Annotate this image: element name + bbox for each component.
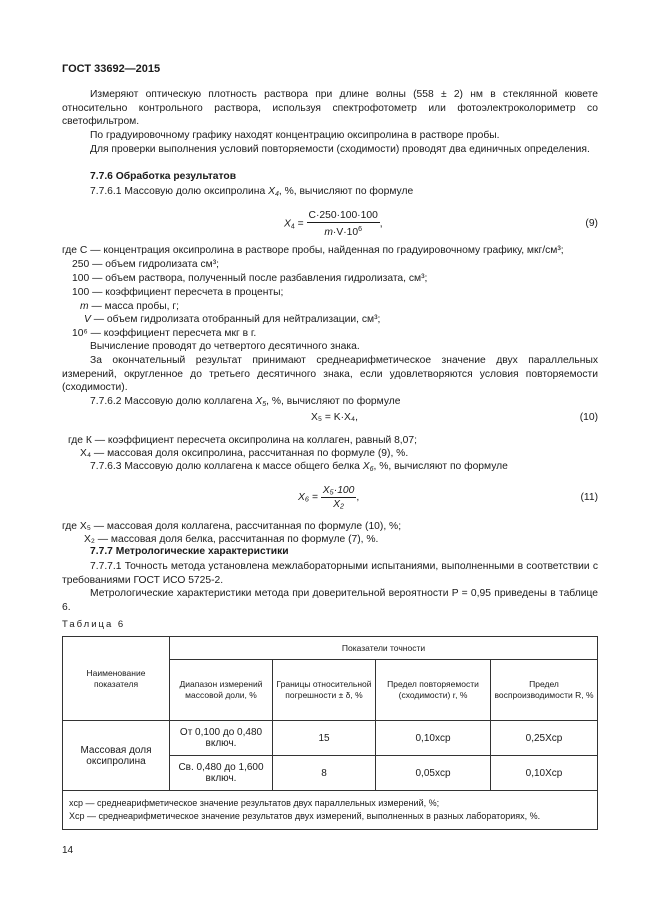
paragraph-7761: 7.7.6.1 Массовую долю оксипролина $X_4$, %, вычисляют по формуле (90, 186, 414, 198)
equation-11-label: (11) (580, 492, 598, 503)
paragraph-7763: 7.7.6.3 Массовую долю коллагена к массе общего белка $X_6$, %, вычисляют по формуле (90, 461, 508, 473)
page-number: 14 (62, 845, 74, 856)
table-header-reproducibility: Предел воспроизводимости R, % (491, 660, 598, 721)
table-cell: 0,25Xср (491, 721, 598, 756)
equation-10: X₅ = K·X₄, (311, 412, 358, 423)
table-6 (62, 636, 598, 830)
table-header-repeatability: Предел повторяемости (сходимости) r, % (376, 660, 491, 721)
paragraph-7771: 7.7.7.1 Точность метода установлена межлабораторными испытаниями, выполненными в соответствии с требованиями ГОСТ ИСО 5725-2. (62, 561, 598, 586)
table-cell: 15 (273, 721, 376, 756)
where-item: 100 — коэффициент пересчета в проценты; (72, 287, 284, 298)
table-note (63, 791, 598, 830)
paragraph-final-result: За окончательный результат принимают среднеарифметическое значение двух параллельных измерений, округленное до третьего десятичного знака, если удовлетворяются условия повторяемости (сходимости). (62, 355, 598, 393)
table-row (63, 637, 598, 660)
table-cell: 0,10xср (376, 721, 491, 756)
table-header-name: Наименование показателя (63, 637, 170, 721)
equation-9: $X_4$ = $\frac{C\cdot 250\cdot 100\cdot 100}{m\cdot V\cdot 10^6}$ , (284, 210, 383, 238)
where-item: V — объем гидролизата отобранный для нейтрализации, см³; (84, 314, 381, 325)
table-title: Таблица 6 (62, 619, 126, 630)
section-heading-777: 7.7.7 Метрологические характеристики (90, 546, 289, 557)
where-item: где X₅ — массовая доля коллагена, рассчитанная по формуле (10), %; (62, 521, 402, 532)
where-item: 250 — объем гидролизата см³; (72, 259, 220, 270)
where-item: m — масса пробы, г; (80, 301, 179, 312)
equation-11-fraction: $\frac{\text{X₅·100}}{\text{X₂}}$ (322, 485, 355, 510)
equation-10-label: (10) (579, 412, 598, 423)
equation-9-fraction: $\frac{C\cdot 250\cdot 100\cdot 100}{m\cdot V\cdot 10^6}$ (308, 210, 378, 238)
table-header-range: Диапазон измерений массовой доли, % (170, 660, 273, 721)
where-item: 10⁶ — коэффициент пересчета мкг в г. (72, 328, 257, 339)
paragraph-measure: Измеряют оптическую плотность раствора при длине волны (558 ± 2) нм в стеклянной кювете относительно контрольного раствора, используя спектрофотометр или фотоэлектроколориметр со светофильтром. (62, 89, 598, 127)
table-note-line: xср — среднеарифметическое значение результатов двух параллельных измерений, %; (69, 798, 440, 808)
table-header-error: Границы относительной погрешности ± δ, % (273, 660, 376, 721)
symbol-x6: $X_6$ (362, 461, 374, 473)
paragraph-calc: Вычисление проводят до четвертого десятичного знака. (90, 341, 360, 352)
where-item: где К — коэффициент пересчета оксипролина на коллаген, равный 8,07; (68, 435, 417, 446)
equation-9-label: (9) (585, 218, 598, 229)
table-note-line: Xср — среднеарифметическое значение результатов двух измерений, выполненных в разных лабораториях, %. (69, 811, 541, 821)
table-cell: От 0,100 до 0,480 включ. (170, 721, 273, 756)
table-header-group: Показатели точности (170, 637, 598, 660)
table-cell: Св. 0,480 до 1,600 включ. (170, 756, 273, 791)
where-item: X₄ — массовая доля оксипролина, рассчитанная по формуле (9), %. (80, 448, 409, 459)
table-row (63, 721, 598, 756)
paragraph-repeatability: Для проверки выполнения условий повторяемости (сходимости) проводят два единичных определения. (90, 144, 590, 155)
paragraph-metrology: Метрологические характеристики метода при доверительной вероятности P = 0,95 приведены в таблице 6. (62, 588, 598, 613)
document-header: ГОСТ 33692—2015 (62, 63, 161, 75)
table-cell: 0,05xср (376, 756, 491, 791)
table-cell: 0,10Xср (491, 756, 598, 791)
table-cell: 8 (273, 756, 376, 791)
table-row (63, 791, 598, 830)
where-item: X₂ — массовая доля белка, рассчитанная по формуле (7), %. (84, 534, 379, 545)
symbol-x5: $X_5$ (255, 396, 267, 408)
where-item: где C — концентрация оксипролина в растворе пробы, найденная по градуировочному графику, мкг/см³; (62, 245, 564, 256)
paragraph-graph: По градуировочному графику находят концентрацию оксипролина в растворе пробы. (90, 130, 500, 141)
section-heading-776: 7.7.6 Обработка результатов (90, 171, 237, 182)
symbol-x4: $X_4$ (268, 186, 279, 198)
equation-11: X₆ = $\frac{\text{X₅·100}}{\text{X₂}}$ , (298, 485, 360, 510)
where-item: 100 — объем раствора, полученный после разбавления гидролизата, см³; (72, 273, 428, 284)
paragraph-7762: 7.7.6.2 Массовую долю коллагена $X_5$, %, вычисляют по формуле (90, 396, 401, 408)
table-cell-name: Массовая доля оксипролина (63, 721, 170, 791)
